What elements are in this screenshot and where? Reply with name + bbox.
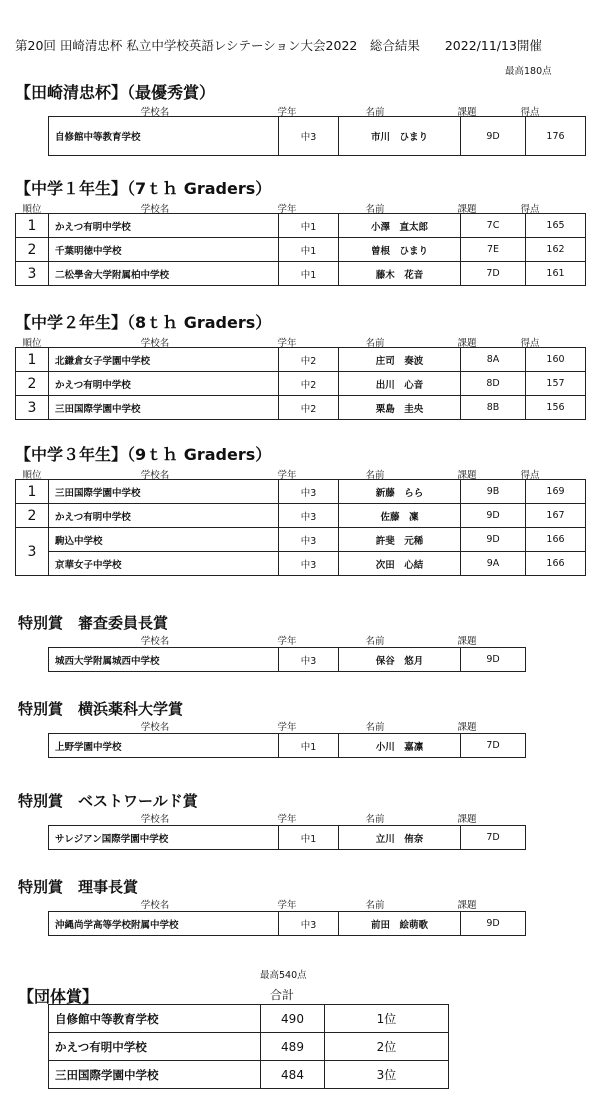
column-header-school: 学校名	[140, 814, 170, 825]
column-header-task: 課題	[457, 107, 477, 118]
score-cell: 161	[526, 262, 586, 286]
task-cell: 8B	[461, 396, 526, 420]
grade-cell: 中2	[279, 372, 339, 396]
column-header-grade: 学年	[277, 470, 297, 481]
rank-cell: 1	[16, 348, 49, 372]
section-heading-grade-1: 【中学１年生】（7ｔｈ Graders）	[15, 179, 272, 198]
school-cell: かえつ有明中学校	[49, 504, 279, 528]
rank-cell: 1	[16, 214, 49, 238]
special-award-heading: 特別賞 横浜薬科大学賞	[18, 700, 184, 718]
grade-cell: 中3	[279, 504, 339, 528]
task-cell: 9D	[461, 528, 526, 552]
grade-cell: 中1	[279, 214, 339, 238]
school-cell: 三田国際学園中学校	[49, 480, 279, 504]
score-cell: 160	[526, 348, 586, 372]
score-cell: 166	[526, 552, 586, 576]
grade-cell: 中3	[279, 117, 339, 156]
rank-cell: 3	[16, 396, 49, 420]
name-cell: 保谷 悠月	[339, 648, 461, 672]
grade-cell: 中1	[279, 734, 339, 758]
column-header-name: 名前	[365, 470, 385, 481]
table-row	[16, 504, 586, 528]
column-header-task: 課題	[457, 470, 477, 481]
table-team	[48, 1004, 449, 1089]
column-header-school: 学校名	[140, 470, 170, 481]
school-cell: サレジアン国際学園中学校	[49, 826, 279, 850]
score-cell: 166	[526, 528, 586, 552]
grade-cell: 中3	[279, 648, 339, 672]
score-cell: 165	[526, 214, 586, 238]
task-cell: 8A	[461, 348, 526, 372]
special-award-heading: 特別賞 ベストワールド賞	[18, 792, 198, 810]
column-header-grade: 学年	[277, 722, 297, 733]
grade-cell: 中3	[279, 552, 339, 576]
school-cell: 自修館中等教育学校	[49, 117, 279, 156]
column-header-name: 名前	[365, 900, 385, 911]
grade-cell: 中3	[279, 528, 339, 552]
column-header-grade: 学年	[277, 107, 297, 118]
column-header-task: 課題	[457, 814, 477, 825]
table-row	[16, 238, 586, 262]
name-cell: 藤木 花音	[339, 262, 461, 286]
score-cell: 157	[526, 372, 586, 396]
table-row	[16, 214, 586, 238]
score-cell: 167	[526, 504, 586, 528]
name-cell: 前田 絵萌歌	[339, 912, 461, 936]
name-cell: 立川 侑奈	[339, 826, 461, 850]
task-cell: 9A	[461, 552, 526, 576]
task-cell: 9D	[461, 117, 526, 156]
table-row	[16, 528, 586, 552]
school-cell: 京華女子中学校	[49, 552, 279, 576]
table-row	[16, 372, 586, 396]
grade-cell: 中1	[279, 262, 339, 286]
school-cell: 北鎌倉女子学園中学校	[49, 348, 279, 372]
column-header-school: 学校名	[140, 107, 170, 118]
column-header-score: 得点	[520, 470, 540, 481]
school-cell: 駒込中学校	[49, 528, 279, 552]
name-cell: 出川 心音	[339, 372, 461, 396]
table-row	[16, 480, 586, 504]
school-cell: かえつ有明中学校	[49, 1033, 261, 1061]
total-cell: 489	[261, 1033, 325, 1061]
task-cell: 7D	[461, 826, 526, 850]
table-row	[49, 1005, 449, 1033]
name-cell: 次田 心結	[339, 552, 461, 576]
page-title: 第20回 田崎清忠杯 私立中学校英語レシテーション大会2022 総合結果 2022/11/13開催	[15, 38, 542, 53]
name-cell: 小川 嘉凛	[339, 734, 461, 758]
school-cell: かえつ有明中学校	[49, 214, 279, 238]
name-cell: 曽根 ひまり	[339, 238, 461, 262]
table-grade-3	[15, 479, 586, 576]
table-row	[49, 1033, 449, 1061]
task-cell: 8D	[461, 372, 526, 396]
place-cell: 1位	[325, 1005, 449, 1033]
score-cell: 176	[526, 117, 586, 156]
column-header-grade: 学年	[277, 636, 297, 647]
rank-cell: 2	[16, 238, 49, 262]
table-special-award	[48, 647, 526, 672]
task-cell: 7C	[461, 214, 526, 238]
score-cell: 169	[526, 480, 586, 504]
table-row	[49, 734, 526, 758]
school-cell: かえつ有明中学校	[49, 372, 279, 396]
score-cell: 156	[526, 396, 586, 420]
table-tasaki	[48, 116, 586, 156]
column-header-rank: 順位	[22, 470, 42, 481]
table-row	[16, 348, 586, 372]
name-cell: 栗島 圭央	[339, 396, 461, 420]
table-row	[16, 396, 586, 420]
school-cell: 自修館中等教育学校	[49, 1005, 261, 1033]
rank-cell: 3	[16, 262, 49, 286]
column-header-grade: 学年	[277, 814, 297, 825]
column-header-task: 課題	[457, 338, 477, 349]
name-cell: 新藤 らら	[339, 480, 461, 504]
name-cell: 庄司 奏波	[339, 348, 461, 372]
school-cell: 三田国際学園中学校	[49, 1061, 261, 1089]
school-cell: 二松學舍大学附属柏中学校	[49, 262, 279, 286]
task-cell: 9B	[461, 480, 526, 504]
table-row	[49, 1061, 449, 1089]
table-special-award	[48, 825, 526, 850]
special-award-heading: 特別賞 理事長賞	[18, 878, 139, 896]
table-grade-1	[15, 213, 586, 286]
table-row	[49, 912, 526, 936]
grade-cell: 中3	[279, 480, 339, 504]
rank-cell: 1	[16, 480, 49, 504]
column-header-school: 学校名	[140, 338, 170, 349]
grade-cell: 中2	[279, 396, 339, 420]
total-cell: 490	[261, 1005, 325, 1033]
place-cell: 3位	[325, 1061, 449, 1089]
column-header-name: 名前	[365, 636, 385, 647]
column-header-school: 学校名	[140, 900, 170, 911]
grade-cell: 中2	[279, 348, 339, 372]
special-award-heading: 特別賞 審査委員長賞	[18, 614, 169, 632]
column-header-school: 学校名	[140, 722, 170, 733]
task-cell: 7D	[461, 734, 526, 758]
column-header-grade: 学年	[277, 338, 297, 349]
column-header-name: 名前	[365, 107, 385, 118]
column-header-name: 名前	[365, 338, 385, 349]
task-cell: 7E	[461, 238, 526, 262]
team-total-label: 合計	[270, 988, 295, 1002]
column-header-name: 名前	[365, 722, 385, 733]
score-cell: 162	[526, 238, 586, 262]
school-cell: 城西大学附属城西中学校	[49, 648, 279, 672]
column-header-task: 課題	[457, 900, 477, 911]
name-cell: 小澤 直太郎	[339, 214, 461, 238]
column-header-task: 課題	[457, 722, 477, 733]
column-header-score: 得点	[520, 338, 540, 349]
table-special-award	[48, 733, 526, 758]
team-max-note: 最高540点	[260, 970, 307, 981]
column-header-grade: 学年	[277, 900, 297, 911]
grade-cell: 中1	[279, 826, 339, 850]
rank-cell: 2	[16, 372, 49, 396]
total-cell: 484	[261, 1061, 325, 1089]
column-header-task: 課題	[457, 204, 477, 215]
school-cell: 沖縄尚学高等学校附属中学校	[49, 912, 279, 936]
place-cell: 2位	[325, 1033, 449, 1061]
max-score-note: 最高180点	[505, 66, 552, 77]
section-heading-grade-3: 【中学３年生】（9ｔｈ Graders）	[15, 445, 272, 464]
school-cell: 三田国際学園中学校	[49, 396, 279, 420]
column-header-score: 得点	[520, 204, 540, 215]
section-heading-grade-2: 【中学２年生】（8ｔｈ Graders）	[15, 313, 272, 332]
name-cell: 佐藤 凜	[339, 504, 461, 528]
school-cell: 上野学園中学校	[49, 734, 279, 758]
task-cell: 7D	[461, 262, 526, 286]
table-row	[49, 648, 526, 672]
rank-cell: 2	[16, 504, 49, 528]
rank-cell: 3	[16, 528, 49, 576]
table-special-award	[48, 911, 526, 936]
table-row	[16, 262, 586, 286]
column-header-school: 学校名	[140, 636, 170, 647]
name-cell: 市川 ひまり	[339, 117, 461, 156]
school-cell: 千葉明徳中学校	[49, 238, 279, 262]
column-header-score: 得点	[520, 107, 540, 118]
section-heading-tasaki: 【田崎清忠杯】（最優秀賞）	[15, 83, 216, 102]
column-header-grade: 学年	[277, 204, 297, 215]
task-cell: 9D	[461, 912, 526, 936]
task-cell: 9D	[461, 504, 526, 528]
column-header-name: 名前	[365, 204, 385, 215]
table-grade-2	[15, 347, 586, 420]
table-row	[49, 117, 586, 156]
table-row	[49, 826, 526, 850]
column-header-rank: 順位	[22, 338, 42, 349]
section-heading-team: 【団体賞】	[18, 987, 99, 1006]
name-cell: 許斐 元稀	[339, 528, 461, 552]
task-cell: 9D	[461, 648, 526, 672]
column-header-rank: 順位	[22, 204, 42, 215]
grade-cell: 中3	[279, 912, 339, 936]
column-header-task: 課題	[457, 636, 477, 647]
table-row	[16, 552, 586, 576]
column-header-school: 学校名	[140, 204, 170, 215]
column-header-name: 名前	[365, 814, 385, 825]
grade-cell: 中1	[279, 238, 339, 262]
